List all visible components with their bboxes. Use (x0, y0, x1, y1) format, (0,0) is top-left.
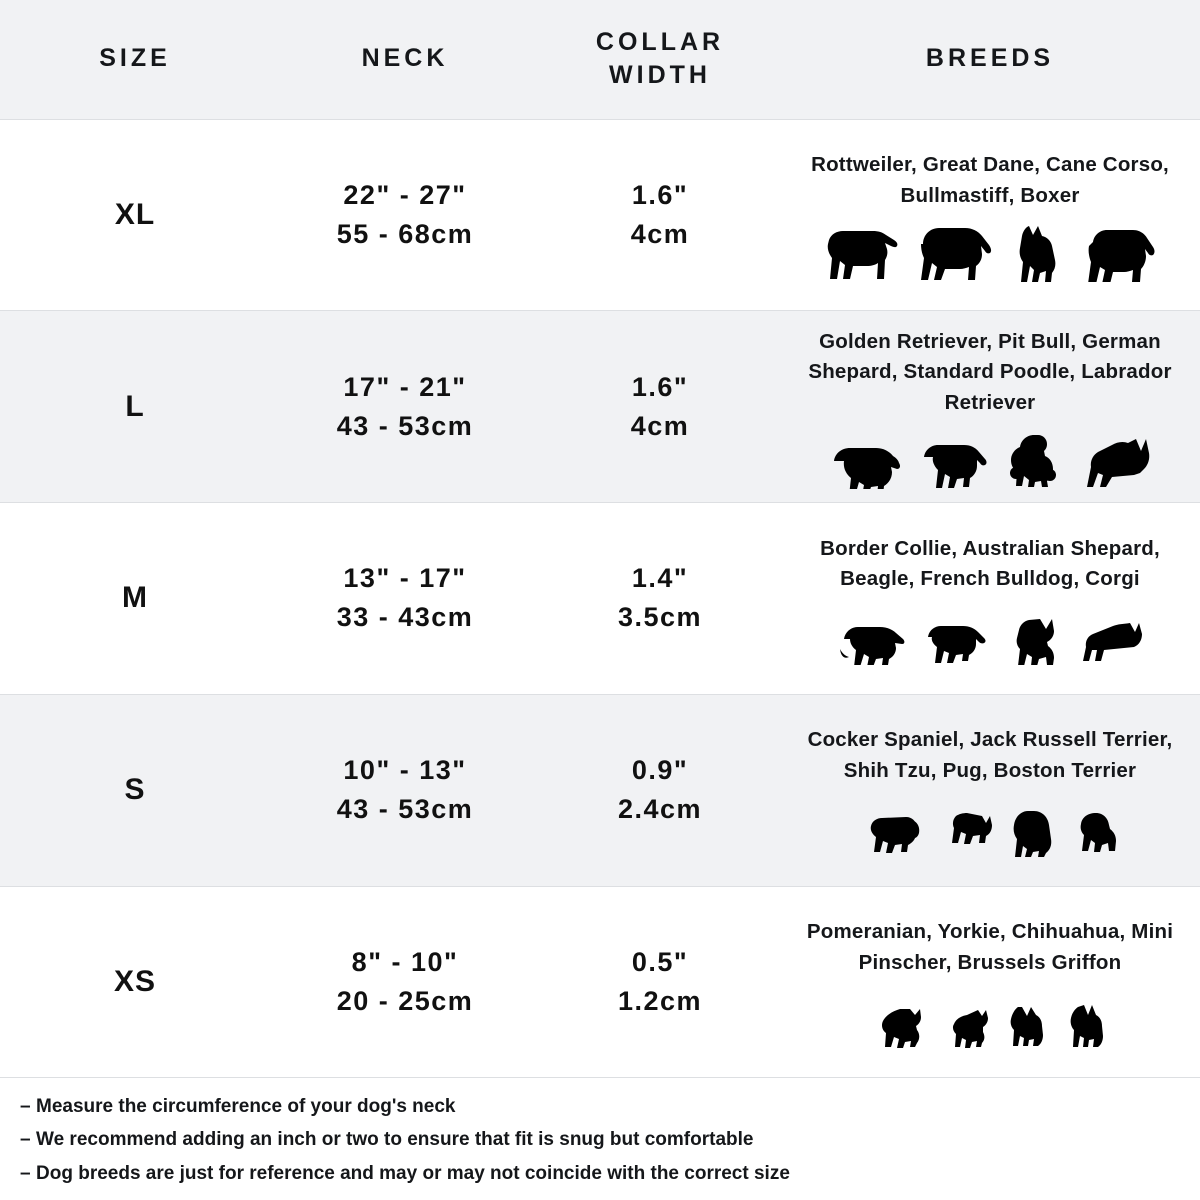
border-collie-silhouette-icon (836, 619, 908, 665)
row-neck-inches: 22" - 27" (343, 179, 467, 210)
row-size-label: S (124, 773, 146, 807)
row-collar-cm: 3.5cm (617, 602, 703, 633)
row-collar-cm: 4cm (630, 219, 690, 250)
row-breeds-text: Border Collie, Australian Shepard, Beagle, French Bulldog, Corgi (820, 536, 1160, 591)
row-collar-cm: 4cm (630, 410, 690, 441)
pit-bull-silhouette-icon (918, 439, 990, 489)
row-neck-cm: 33 - 43cm (336, 602, 474, 633)
column-header-collar-width-line2: WIDTH (609, 61, 711, 90)
row-neck-measure (270, 553, 540, 643)
row-neck-cm: 43 - 53cm (336, 410, 474, 441)
footnote-text: We recommend adding an inch or two to ensure that fit is snug but comfortable (36, 1129, 754, 1151)
row-breeds-cell (780, 140, 1200, 290)
row-neck-cm: 43 - 53cm (336, 794, 474, 825)
footnote-item (20, 1090, 1180, 1123)
table-row (0, 694, 1200, 886)
row-collar-inches: 1.6" (631, 179, 689, 210)
row-neck-inches: 13" - 17" (343, 563, 467, 594)
row-collar-measure (540, 745, 780, 835)
row-collar-measure (540, 362, 780, 452)
footnote-item (20, 1123, 1180, 1156)
corgi-silhouette-icon (1078, 621, 1144, 665)
row-neck-inches: 17" - 21" (343, 371, 467, 402)
row-breeds-text: Cocker Spaniel, Jack Russell Terrier, Shih Tzu, Pug, Boston Terrier (807, 728, 1173, 783)
row-neck-measure (270, 170, 540, 260)
row-neck-cm: 20 - 25cm (336, 985, 474, 1016)
cane-corso-silhouette-icon (1007, 224, 1069, 282)
row-size-label: XL (114, 198, 156, 232)
row-breeds-cell (780, 715, 1200, 865)
row-size-label: L (125, 389, 145, 423)
row-breed-silhouettes (798, 795, 1182, 857)
footnote-dash: – (20, 1129, 31, 1151)
table-row (0, 886, 1200, 1078)
shih-tzu-silhouette-icon (1010, 809, 1060, 857)
row-breeds-text: Rottweiler, Great Dane, Cane Corso, Bullmastiff, Boxer (811, 153, 1169, 208)
row-collar-inches: 0.9" (631, 755, 689, 786)
column-header-collar-width-line1: COLLAR (595, 27, 725, 56)
row-collar-inches: 0.5" (631, 946, 689, 977)
mini-pinscher-silhouette-icon (1068, 1003, 1114, 1049)
row-collar-measure (540, 170, 780, 260)
row-collar-cm: 2.4cm (617, 794, 703, 825)
row-collar-inches: 1.4" (631, 563, 689, 594)
row-collar-measure (540, 937, 780, 1027)
german-shepherd-silhouette-icon (1078, 437, 1150, 489)
row-size-label: M (122, 581, 148, 615)
row-size-label: XS (113, 964, 157, 998)
rottweiler-silhouette-icon (823, 226, 901, 282)
row-neck-cm: 55 - 68cm (336, 219, 474, 250)
column-header-breeds: BREEDS (925, 44, 1055, 73)
table-row (0, 310, 1200, 502)
footnote-dash: – (20, 1162, 31, 1184)
column-header-neck: NECK (361, 44, 449, 73)
table-row (0, 119, 1200, 311)
footnotes (0, 1077, 1200, 1200)
row-neck-measure (270, 745, 540, 835)
row-breeds-cell (780, 907, 1200, 1057)
poodle-silhouette-icon (1004, 433, 1064, 489)
row-collar-measure (540, 553, 780, 643)
row-neck-measure (270, 362, 540, 452)
row-breeds-text: Golden Retriever, Pit Bull, German Shepard, Standard Poodle, Labrador Retriever (808, 329, 1172, 415)
jack-russell-terrier-silhouette-icon (936, 813, 996, 857)
chihuahua-silhouette-icon (1008, 1005, 1054, 1049)
footnote-text: Measure the circumference of your dog's neck (36, 1096, 456, 1118)
table-row (0, 502, 1200, 694)
row-breed-silhouettes (798, 603, 1182, 665)
row-neck-measure (270, 937, 540, 1027)
yorkie-silhouette-icon (942, 1007, 994, 1049)
pomeranian-silhouette-icon (866, 1005, 928, 1049)
row-breed-silhouettes (798, 220, 1182, 282)
beagle-silhouette-icon (922, 619, 992, 665)
cocker-spaniel-silhouette-icon (856, 813, 922, 857)
row-breeds-cell (780, 524, 1200, 674)
great-dane-silhouette-icon (915, 224, 993, 282)
row-breeds-text: Pomeranian, Yorkie, Chihuahua, Mini Pinscher, Brussels Griffon (806, 920, 1174, 974)
row-collar-cm: 1.2cm (617, 985, 703, 1016)
row-neck-inches: 8" - 10" (351, 946, 459, 977)
row-breed-silhouettes (798, 427, 1182, 489)
row-breed-silhouettes (798, 987, 1182, 1049)
column-header-size: SIZE (99, 44, 171, 73)
footnote-dash: – (20, 1096, 31, 1118)
footnote-text: Dog breeds are just for reference and may or may not coincide with the correct size (36, 1162, 790, 1184)
column-header-collar-width (540, 26, 780, 94)
bullmastiff-silhouette-icon (1083, 226, 1157, 282)
pug-silhouette-icon (1074, 811, 1124, 857)
golden-retriever-silhouette-icon (830, 439, 904, 489)
row-breeds-cell (780, 317, 1200, 497)
french-bulldog-silhouette-icon (1006, 617, 1064, 665)
row-collar-inches: 1.6" (631, 371, 689, 402)
footnote-item (20, 1157, 1180, 1190)
table-header-row (0, 0, 1200, 119)
row-neck-inches: 10" - 13" (343, 755, 467, 786)
